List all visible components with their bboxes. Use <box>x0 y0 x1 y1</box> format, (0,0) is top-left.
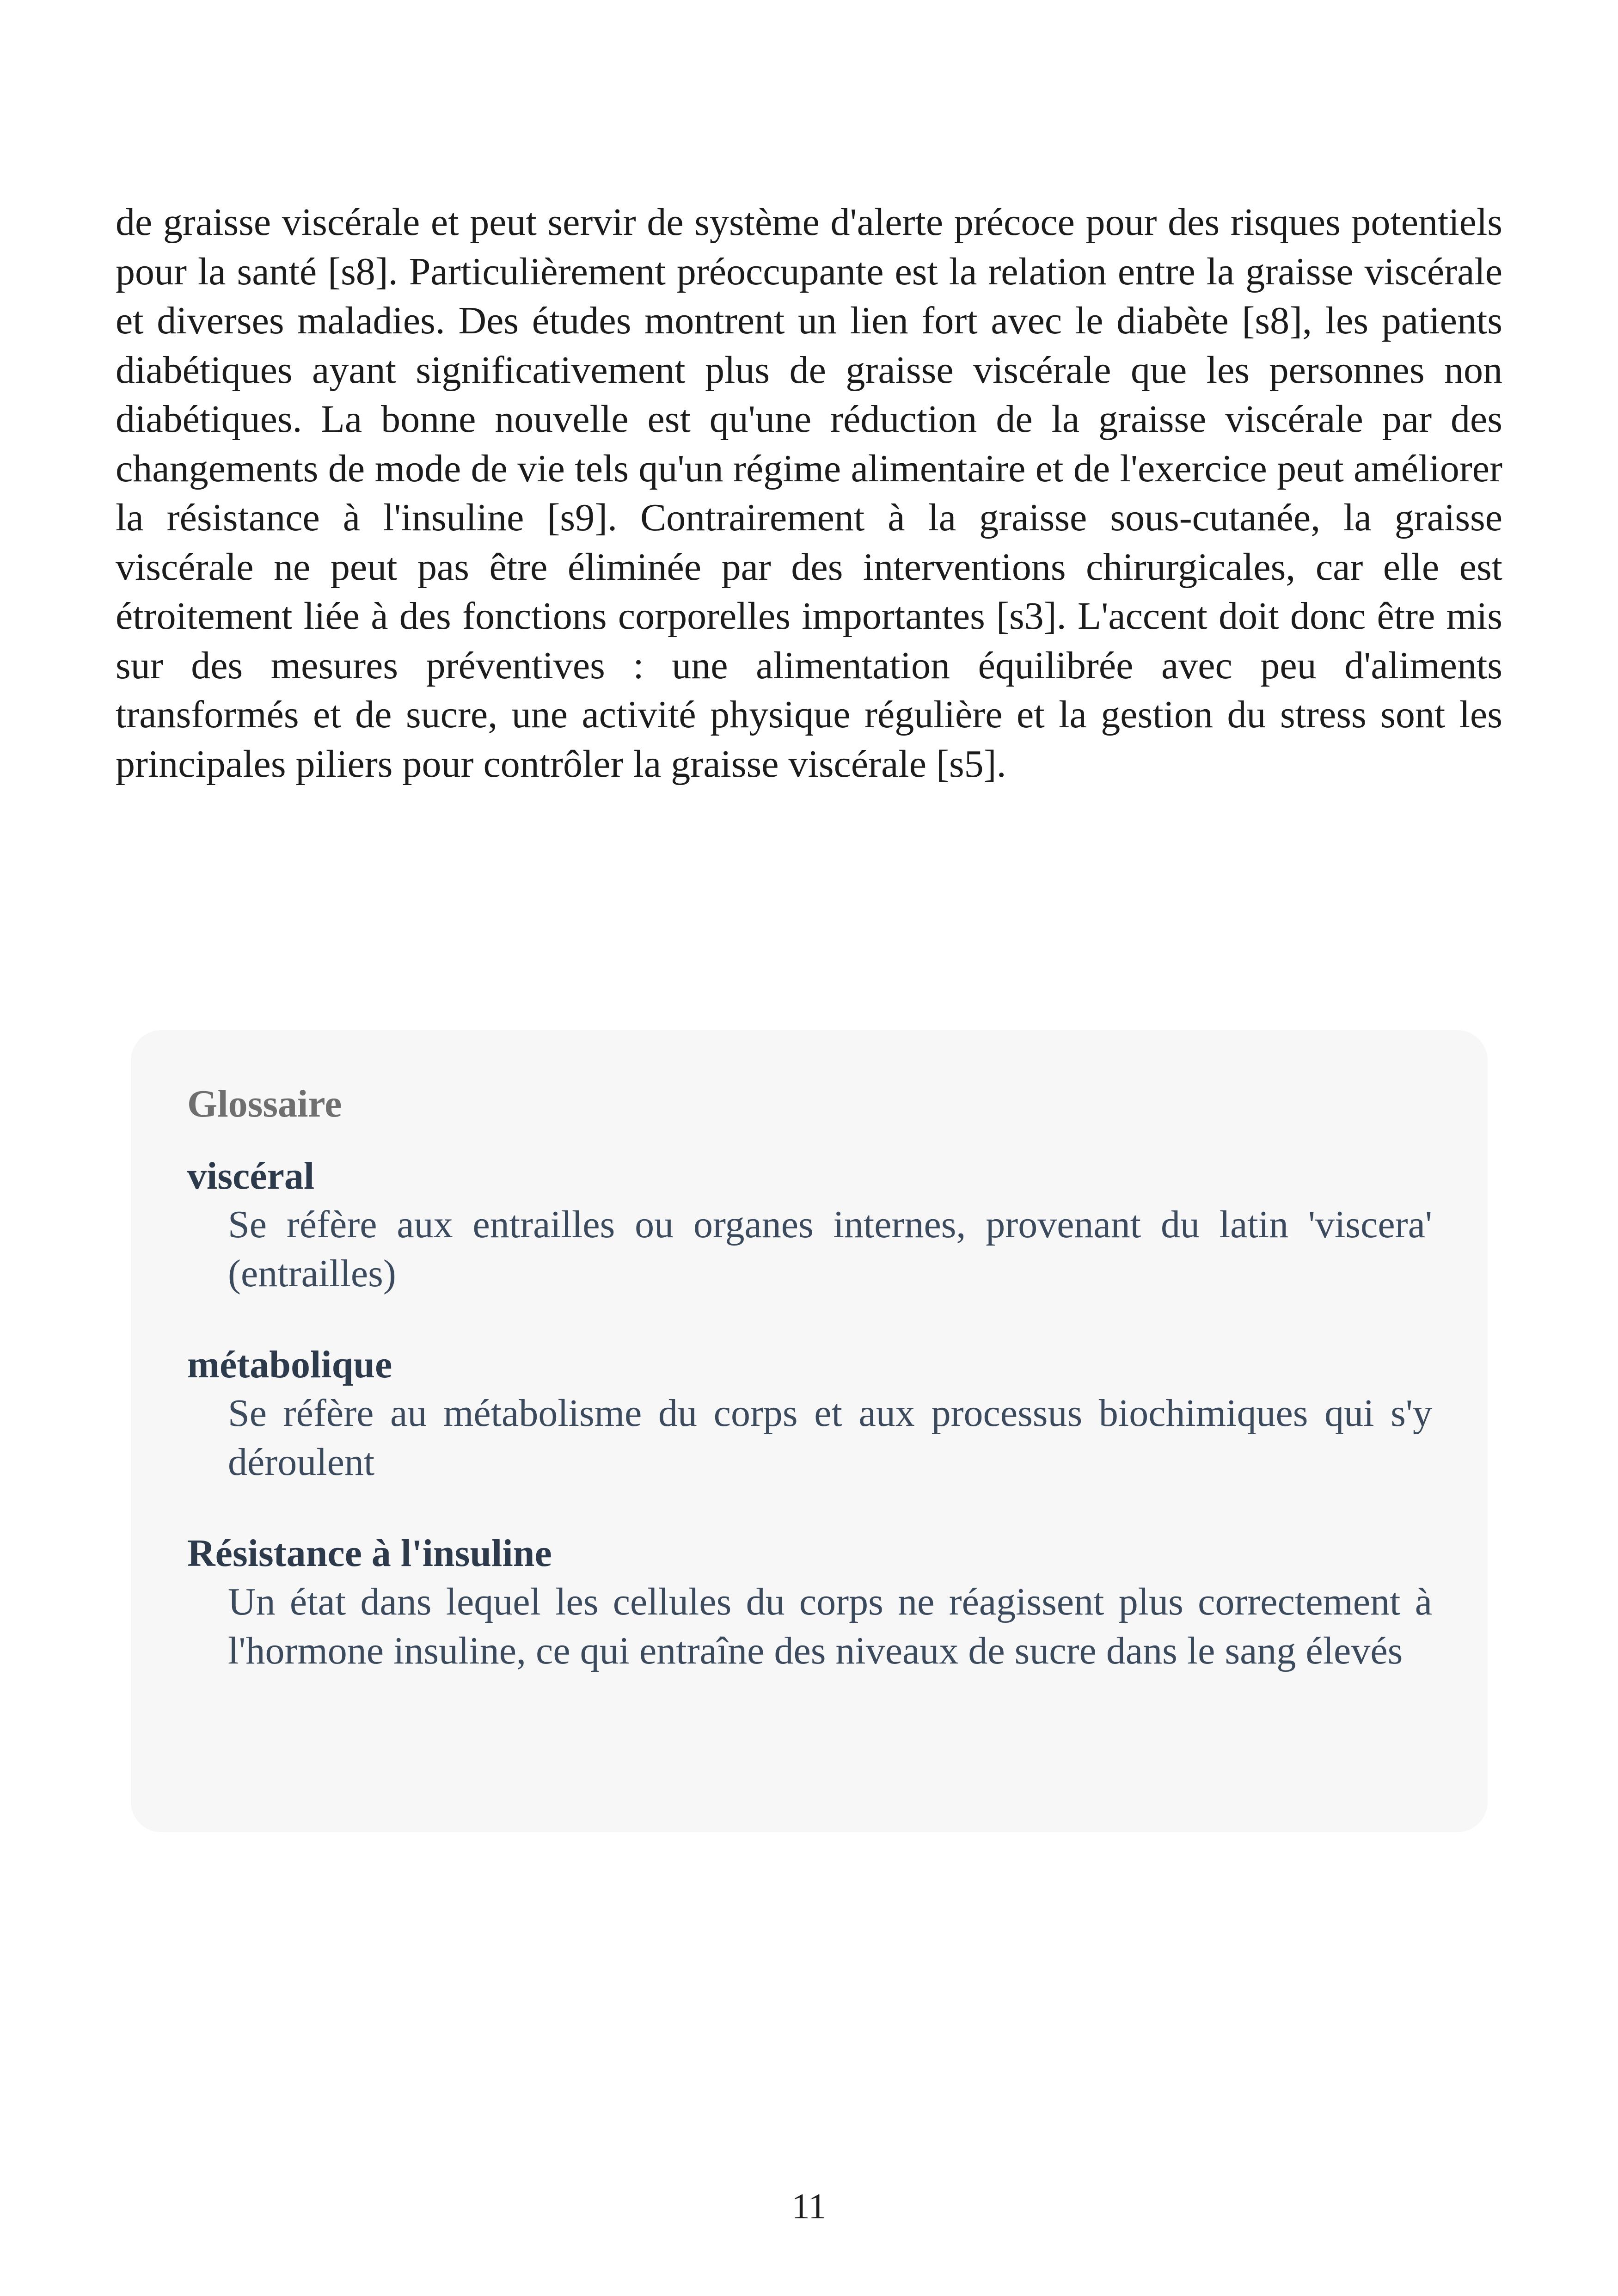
glossary-entry-metabolique <box>187 1341 1432 1487</box>
glossary-term: viscéral <box>187 1154 315 1197</box>
glossary-title: Glossaire <box>187 1082 342 1125</box>
glossary-list <box>187 1152 1432 1676</box>
glossary-entry-visceral <box>187 1152 1432 1298</box>
glossary-definition: Un état dans lequel les cellules du corps ne réagissent plus correctement à l'hormone insuline, ce qui entraîne des niveaux de sucre dans le sang élevés <box>228 1580 1432 1672</box>
glossary-term: métabolique <box>187 1343 392 1386</box>
glossary-entry-resistance-insuline <box>187 1529 1432 1676</box>
glossary-term: Résistance à l'insuline <box>187 1532 552 1575</box>
glossary-box <box>131 1030 1488 1832</box>
glossary-definition: Se réfère aux entrailles ou organes internes, provenant du latin 'viscera' (entrailles) <box>228 1203 1432 1295</box>
body-paragraph: de graisse viscérale et peut servir de système d'alerte précoce pour des risques potentiels pour la santé [s8]. Particulièrement préoccupante est la relation entre la graisse viscérale et diverses maladies. Des études montrent un lien fort avec le diabète [s8], les patients diabétiques ayant significativement plus de graisse viscérale que les personnes non diabétiques. La bonne nouvelle est qu'une réduction de la graisse viscérale par des changements de mode de vie tels qu'un régime alimentaire et de l'exercice peut améliorer la résistance à l'insuline [s9]. Contrairement à la graisse sous-cutanée, la graisse viscérale ne peut pas être éliminée par des interventions chirurgicales, car elle est étroitement liée à des fonctions corporelles importantes [s3]. L'accent doit donc être mis sur des mesures préventives : une alimentation équilibrée avec peu d'aliments transformés et de sucre, une activité physique régulière et la gestion du stress sont les principales piliers pour contrôler la graisse viscérale [s5]. <box>116 201 1502 786</box>
page-number: 11 <box>791 2186 827 2226</box>
glossary-definition: Se réfère au métabolisme du corps et aux processus biochimiques qui s'y déroulent <box>228 1392 1432 1484</box>
